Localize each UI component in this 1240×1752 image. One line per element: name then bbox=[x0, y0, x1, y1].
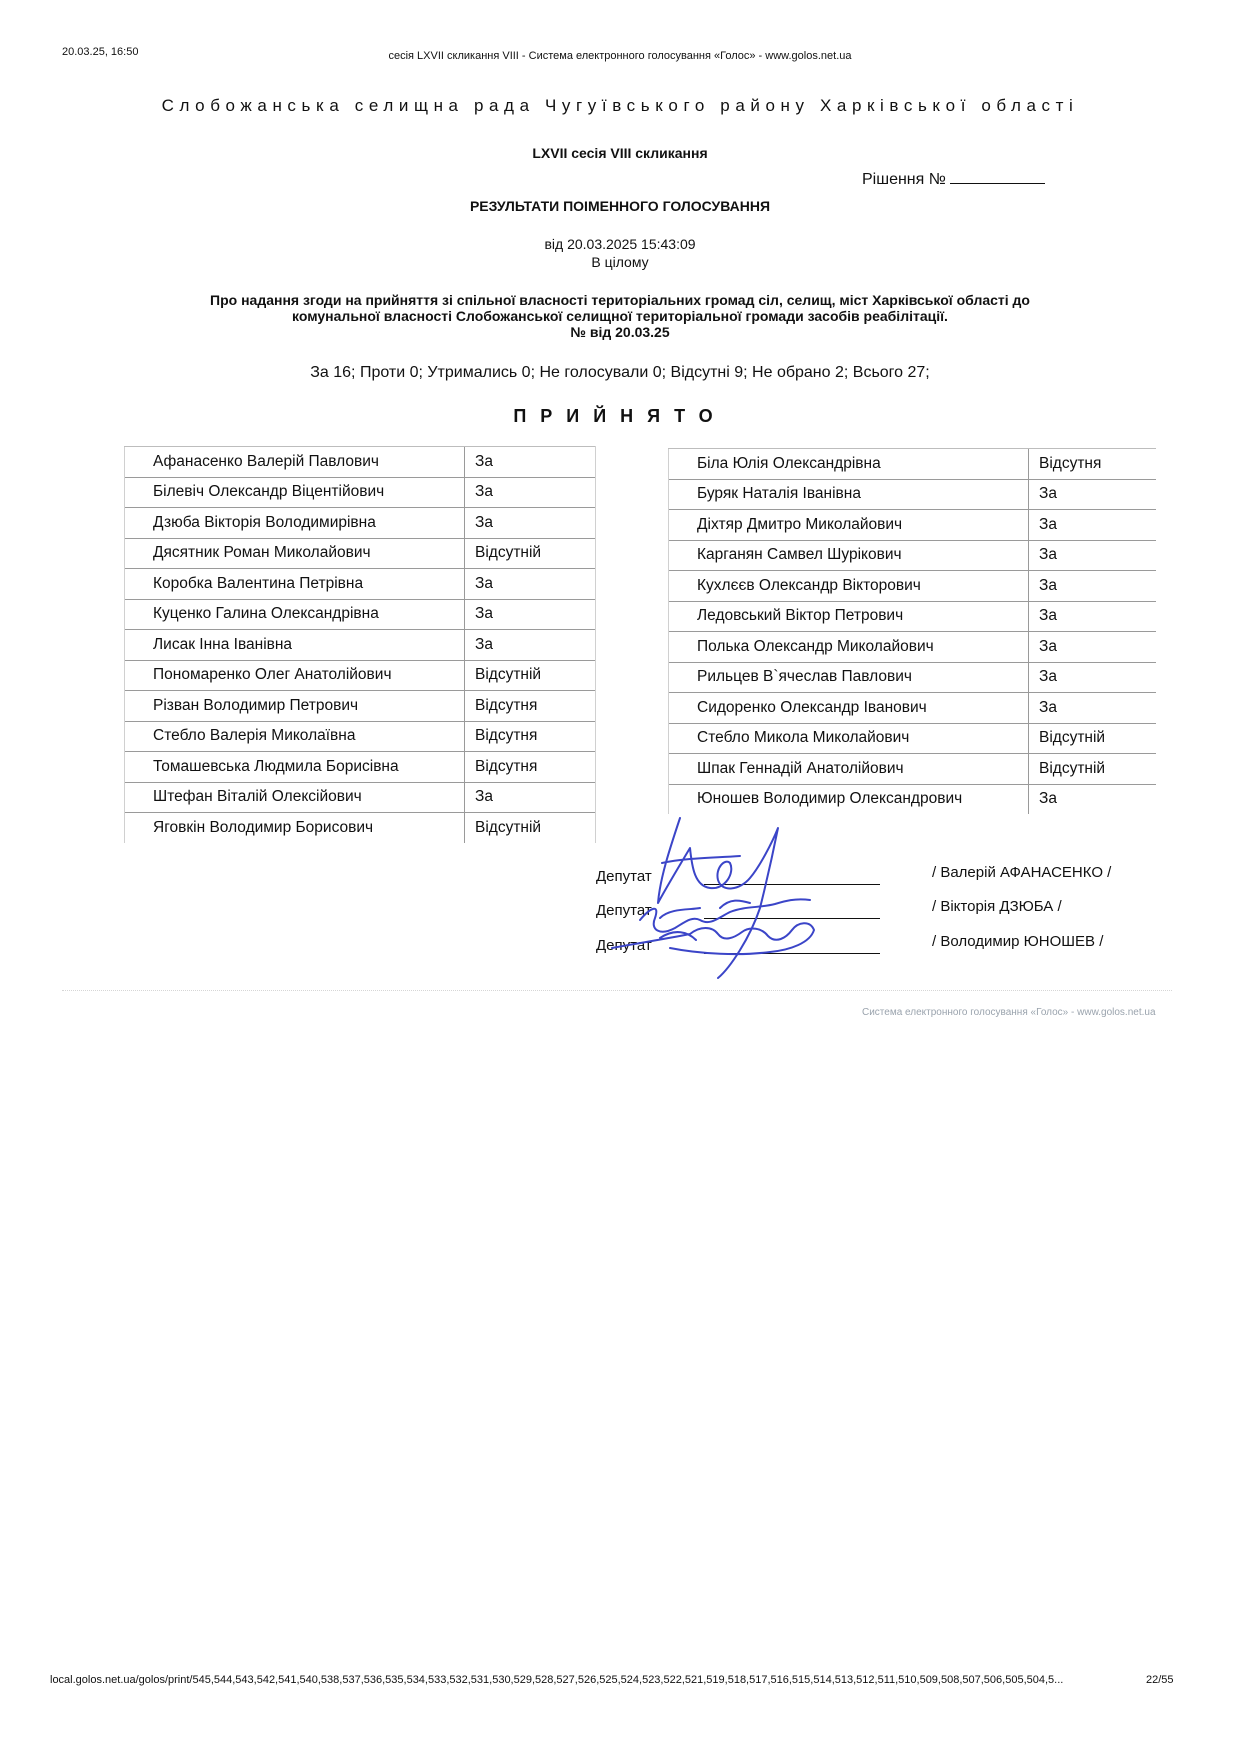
deputy-name: Буряк Наталія Іванівна bbox=[669, 479, 1029, 510]
signature-role: Депутат bbox=[596, 868, 652, 885]
deputy-name: Лисак Інна Іванівна bbox=[125, 630, 465, 661]
table-row bbox=[669, 632, 1157, 663]
deputy-vote: Відсутній bbox=[465, 660, 596, 691]
deputy-name: Куценко Галина Олександрівна bbox=[125, 599, 465, 630]
deputy-vote: За bbox=[1029, 540, 1157, 571]
vote-scope: В цілому bbox=[591, 254, 649, 270]
decision-subject-number: № від 20.03.25 bbox=[570, 324, 670, 340]
table-row bbox=[125, 599, 596, 630]
table-row bbox=[125, 721, 596, 752]
deputy-name: Пономаренко Олег Анатолійович bbox=[125, 660, 465, 691]
deputy-vote: За bbox=[1029, 510, 1157, 541]
deputy-vote: За bbox=[1029, 693, 1157, 724]
deputy-name: Яговкін Володимир Борисович bbox=[125, 813, 465, 843]
deputy-name: Діхтяр Дмитро Миколайович bbox=[669, 510, 1029, 541]
table-row bbox=[125, 752, 596, 783]
decision-number-blank bbox=[950, 169, 1045, 184]
deputy-name: Шпак Геннадій Анатолійович bbox=[669, 754, 1029, 785]
deputy-vote: За bbox=[465, 508, 596, 539]
footer-divider bbox=[62, 990, 1172, 991]
decision-label: Рішення № bbox=[862, 171, 946, 188]
vote-outcome: ПРИЙНЯТО bbox=[513, 406, 727, 426]
table-row bbox=[125, 660, 596, 691]
deputy-vote: Відсутня bbox=[465, 721, 596, 752]
table-row bbox=[125, 447, 596, 478]
deputy-name: Біла Юлія Олександрівна bbox=[669, 449, 1029, 480]
deputy-vote: Відсутній bbox=[465, 813, 596, 843]
signature-role: Депутат bbox=[596, 937, 652, 954]
page-number: 22/55 bbox=[1146, 1674, 1174, 1686]
votes-table-right bbox=[668, 448, 1156, 814]
deputy-name: Різван Володимир Петрович bbox=[125, 691, 465, 722]
deputy-name: Рильцев В`ячеслав Павлович bbox=[669, 662, 1029, 693]
table-row bbox=[125, 569, 596, 600]
decision-number bbox=[862, 169, 1045, 189]
deputy-name: Дясятник Роман Миколайович bbox=[125, 538, 465, 569]
deputy-vote: Відсутній bbox=[1029, 754, 1157, 785]
print-datetime: 20.03.25, 16:50 bbox=[62, 46, 139, 58]
table-row bbox=[669, 662, 1157, 693]
print-footer-url: local.golos.net.ua/golos/print/545,544,543,542,541,540,538,537,536,535,534,533,532,531,530,529,528,527,526,525,524,523,522,521,519,518,517,516,515,514,513,512,511,510,509,508,507,506,505,504,5... bbox=[50, 1674, 1064, 1686]
table-row bbox=[125, 538, 596, 569]
deputy-name: Білевіч Олександр Віцентійович bbox=[125, 477, 465, 508]
signature-name: / Вікторія ДЗЮБА / bbox=[932, 898, 1062, 915]
table-row bbox=[125, 782, 596, 813]
vote-date: від 20.03.2025 15:43:09 bbox=[544, 236, 696, 252]
table-row bbox=[669, 693, 1157, 724]
deputy-vote: За bbox=[465, 569, 596, 600]
table-row bbox=[125, 508, 596, 539]
table-row bbox=[669, 723, 1157, 754]
deputy-name: Стебло Микола Миколайович bbox=[669, 723, 1029, 754]
table-row bbox=[669, 479, 1157, 510]
deputy-vote: Відсутня bbox=[465, 752, 596, 783]
deputy-vote: За bbox=[465, 599, 596, 630]
deputy-name: Сидоренко Олександр Іванович bbox=[669, 693, 1029, 724]
footer-system-name: Система електронного голосування «Голос» - www.golos.net.ua bbox=[862, 1007, 1156, 1018]
table-row bbox=[125, 477, 596, 508]
deputy-vote: Відсутня bbox=[465, 691, 596, 722]
deputy-name: Карганян Самвел Шурікович bbox=[669, 540, 1029, 571]
signature-name: / Володимир ЮНОШЕВ / bbox=[932, 933, 1104, 950]
print-header-title: сесія LXVII скликання VIII - Система електронного голосування «Голос» - www.golos.net.ua bbox=[388, 50, 852, 62]
deputy-vote: За bbox=[1029, 632, 1157, 663]
deputy-vote: За bbox=[1029, 662, 1157, 693]
signature-role: Депутат bbox=[596, 902, 652, 919]
deputy-vote: За bbox=[1029, 601, 1157, 632]
table-row bbox=[669, 540, 1157, 571]
table-row bbox=[669, 754, 1157, 785]
deputy-name: Кухлєєв Олександр Вікторович bbox=[669, 571, 1029, 602]
deputy-vote: За bbox=[465, 782, 596, 813]
deputy-name: Юношев Володимир Олександрович bbox=[669, 784, 1029, 814]
deputy-vote: За bbox=[465, 447, 596, 478]
decision-subject-line: комунальної власності Слобожанської селищної територіальної громади засобів реабілітації. bbox=[292, 308, 948, 324]
deputy-name: Ледовський Віктор Петрович bbox=[669, 601, 1029, 632]
deputy-vote: За bbox=[1029, 784, 1157, 814]
table-row bbox=[125, 691, 596, 722]
signature-dziuba bbox=[640, 899, 810, 931]
deputy-vote: За bbox=[465, 630, 596, 661]
table-row bbox=[669, 449, 1157, 480]
deputy-vote: За bbox=[1029, 479, 1157, 510]
deputy-name: Дзюба Вікторія Володимирівна bbox=[125, 508, 465, 539]
deputy-vote: Відсутня bbox=[1029, 449, 1157, 480]
results-title: РЕЗУЛЬТАТИ ПОІМЕННОГО ГОЛОСУВАННЯ bbox=[469, 198, 771, 214]
council-name: Слобожанська селищна рада Чугуївського району Харківської області bbox=[161, 96, 1079, 115]
decision-subject bbox=[150, 292, 1090, 340]
deputy-vote: За bbox=[1029, 571, 1157, 602]
table-row bbox=[125, 813, 596, 843]
deputy-vote: Відсутній bbox=[1029, 723, 1157, 754]
signature-yunoshev bbox=[612, 923, 814, 954]
signature-name: / Валерій АФАНАСЕНКО / bbox=[932, 864, 1112, 881]
deputy-name: Томашевська Людмила Борисівна bbox=[125, 752, 465, 783]
deputy-name: Полька Олександр Миколайович bbox=[669, 632, 1029, 663]
handwritten-signatures bbox=[600, 808, 900, 998]
deputy-vote: За bbox=[465, 477, 596, 508]
deputy-name: Коробка Валентина Петрівна bbox=[125, 569, 465, 600]
decision-subject-line: Про надання згоди на прийняття зі спільної власності територіальних громад сіл, селищ, міст Харківської області до bbox=[210, 292, 1030, 308]
table-row bbox=[669, 601, 1157, 632]
table-row bbox=[669, 510, 1157, 541]
table-row bbox=[669, 571, 1157, 602]
deputy-name: Афанасенко Валерій Павлович bbox=[125, 447, 465, 478]
deputy-name: Штефан Віталій Олексійович bbox=[125, 782, 465, 813]
votes-table-left bbox=[124, 446, 596, 843]
table-row bbox=[125, 630, 596, 661]
vote-totals: За 16; Проти 0; Утримались 0; Не голосували 0; Відсутні 9; Не обрано 2; Всього 27; bbox=[310, 364, 930, 381]
deputy-name: Стебло Валерія Миколаївна bbox=[125, 721, 465, 752]
deputy-vote: Відсутній bbox=[465, 538, 596, 569]
session-title: LXVII сесія VIII скликання bbox=[532, 145, 708, 161]
